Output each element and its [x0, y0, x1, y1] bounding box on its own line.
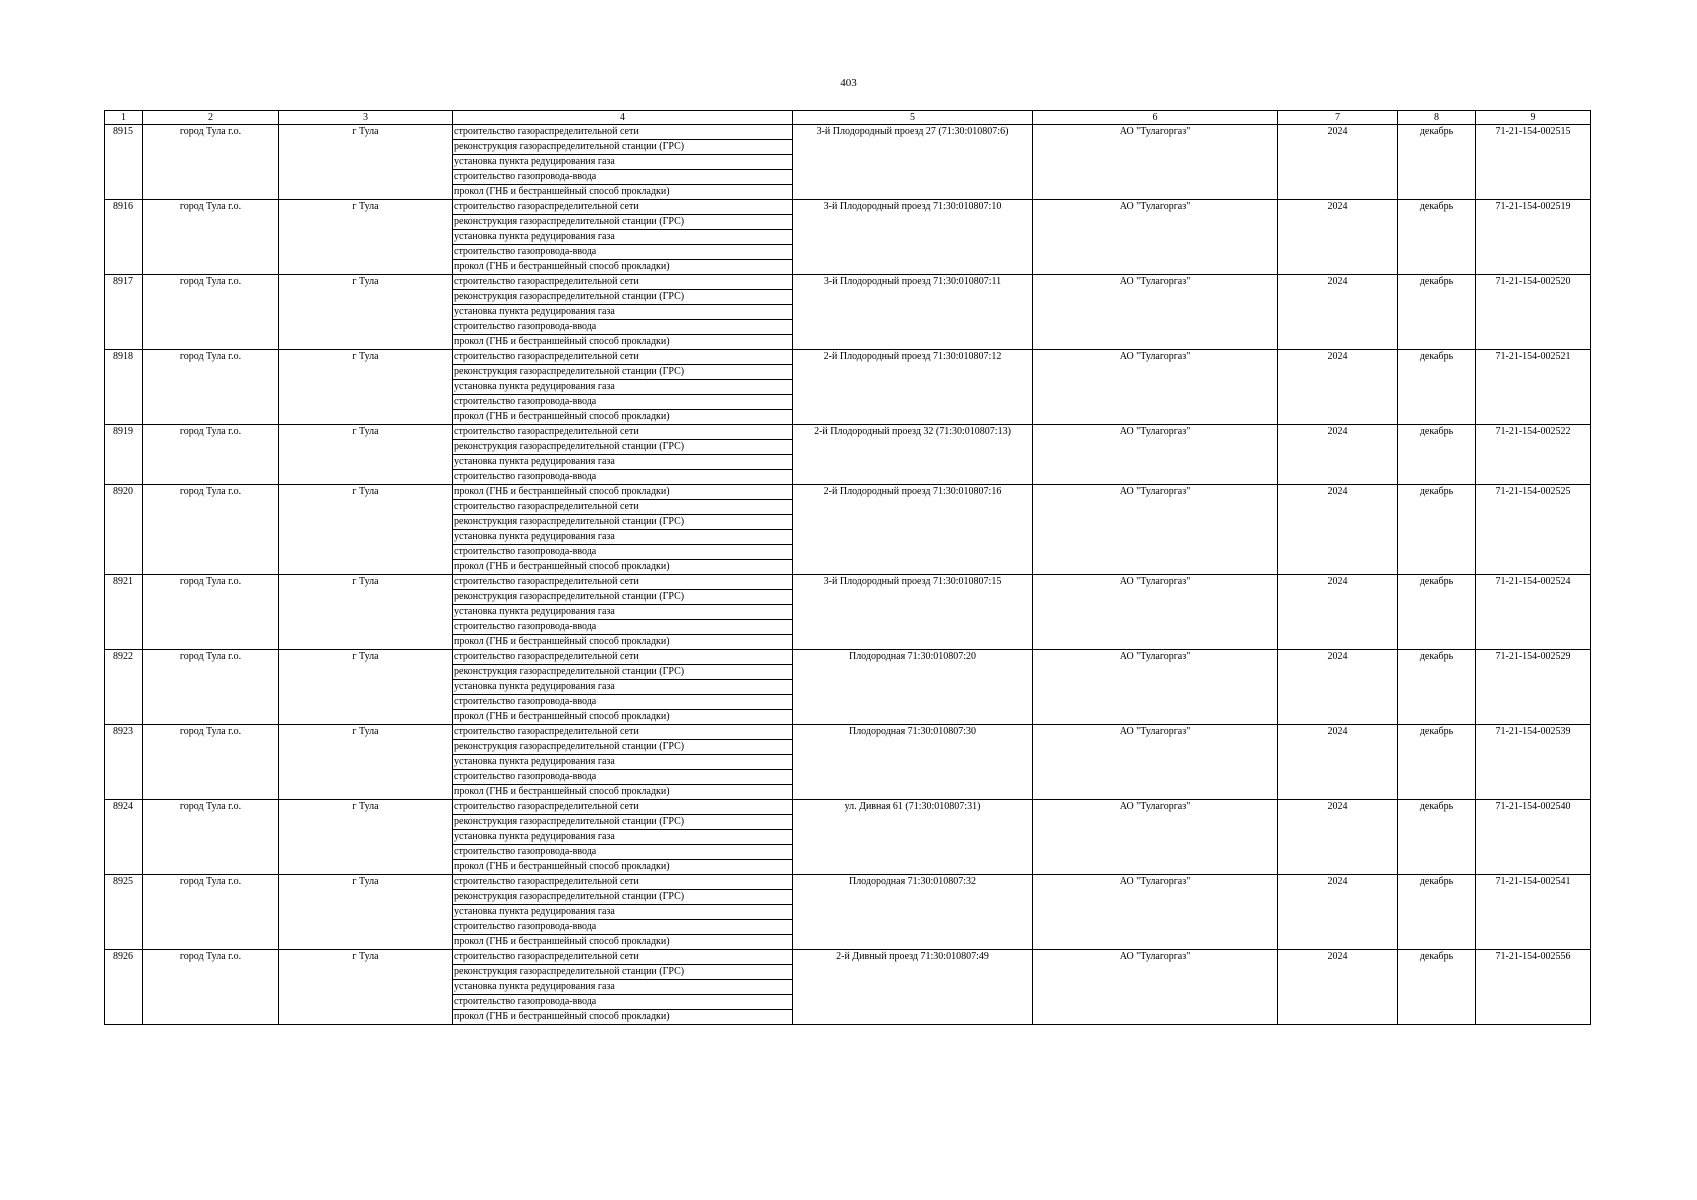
record-code: 71-21-154-002522: [1476, 425, 1591, 485]
record-month: декабрь: [1398, 125, 1476, 200]
record-code: 71-21-154-002520: [1476, 275, 1591, 350]
record-year: 2024: [1278, 650, 1398, 725]
record-work-item: строительство газораспределительной сети: [453, 125, 793, 140]
record-month: декабрь: [1398, 650, 1476, 725]
record-work-item: строительство газопровода-ввода: [453, 545, 793, 560]
record-work-item: строительство газопровода-ввода: [453, 920, 793, 935]
record-work-item: прокол (ГНБ и бестраншейный способ прокладки): [453, 485, 793, 500]
record-row: [105, 275, 1591, 290]
record-municipality: город Тула г.о.: [143, 800, 279, 875]
record-organization: АО "Тулагоргаз": [1033, 950, 1278, 1025]
record-work-item: строительство газораспределительной сети: [453, 725, 793, 740]
record-row: [105, 575, 1591, 590]
record-organization: АО "Тулагоргаз": [1033, 875, 1278, 950]
record-row: [105, 125, 1591, 140]
record-year: 2024: [1278, 875, 1398, 950]
record-work-item: строительство газопровода-ввода: [453, 695, 793, 710]
record-row: [105, 650, 1591, 665]
header-cell-2: 2: [143, 111, 279, 125]
record-organization: АО "Тулагоргаз": [1033, 575, 1278, 650]
record-work-item: строительство газопровода-ввода: [453, 170, 793, 185]
record-year: 2024: [1278, 575, 1398, 650]
header-cell-9: 9: [1476, 111, 1591, 125]
record-work-item: установка пункта редуцирования газа: [453, 530, 793, 545]
record-locality: г Тула: [279, 125, 453, 200]
record-address: Плодородная 71:30:010807:20: [793, 650, 1033, 725]
record-locality: г Тула: [279, 800, 453, 875]
record-municipality: город Тула г.о.: [143, 650, 279, 725]
record-work-item: строительство газораспределительной сети: [453, 275, 793, 290]
record-address: 2-й Плодородный проезд 71:30:010807:16: [793, 485, 1033, 575]
record-work-item: установка пункта редуцирования газа: [453, 905, 793, 920]
header-cell-6: 6: [1033, 111, 1278, 125]
record-month: декабрь: [1398, 575, 1476, 650]
record-row: [105, 800, 1591, 815]
record-code: 71-21-154-002540: [1476, 800, 1591, 875]
record-year: 2024: [1278, 800, 1398, 875]
record-municipality: город Тула г.о.: [143, 950, 279, 1025]
record-municipality: город Тула г.о.: [143, 425, 279, 485]
record-work-item: реконструкция газораспределительной станции (ГРС): [453, 515, 793, 530]
record-work-item: установка пункта редуцирования газа: [453, 680, 793, 695]
record-month: декабрь: [1398, 800, 1476, 875]
record-work-item: реконструкция газораспределительной станции (ГРС): [453, 140, 793, 155]
header-cell-5: 5: [793, 111, 1033, 125]
record-organization: АО "Тулагоргаз": [1033, 725, 1278, 800]
record-month: декабрь: [1398, 275, 1476, 350]
record-month: декабрь: [1398, 425, 1476, 485]
record-code: 71-21-154-002541: [1476, 875, 1591, 950]
record-number: 8925: [105, 875, 143, 950]
record-municipality: город Тула г.о.: [143, 125, 279, 200]
record-code: 71-21-154-002524: [1476, 575, 1591, 650]
record-row: [105, 950, 1591, 965]
record-work-item: установка пункта редуцирования газа: [453, 380, 793, 395]
record-work-item: реконструкция газораспределительной станции (ГРС): [453, 665, 793, 680]
record-organization: АО "Тулагоргаз": [1033, 485, 1278, 575]
record-address: 3-й Плодородный проезд 71:30:010807:10: [793, 200, 1033, 275]
record-work-item: прокол (ГНБ и бестраншейный способ прокладки): [453, 785, 793, 800]
record-row: [105, 200, 1591, 215]
header-cell-4: 4: [453, 111, 793, 125]
record-row: [105, 725, 1591, 740]
record-locality: г Тула: [279, 485, 453, 575]
record-locality: г Тула: [279, 425, 453, 485]
record-municipality: город Тула г.о.: [143, 350, 279, 425]
record-locality: г Тула: [279, 275, 453, 350]
record-month: декабрь: [1398, 950, 1476, 1025]
record-municipality: город Тула г.о.: [143, 725, 279, 800]
header-cell-7: 7: [1278, 111, 1398, 125]
record-code: 71-21-154-002539: [1476, 725, 1591, 800]
record-work-item: реконструкция газораспределительной станции (ГРС): [453, 815, 793, 830]
record-work-item: прокол (ГНБ и бестраншейный способ прокладки): [453, 335, 793, 350]
record-month: декабрь: [1398, 875, 1476, 950]
record-work-item: строительство газораспределительной сети: [453, 350, 793, 365]
record-work-item: установка пункта редуцирования газа: [453, 605, 793, 620]
record-number: 8921: [105, 575, 143, 650]
record-locality: г Тула: [279, 950, 453, 1025]
header-row: [105, 111, 1591, 125]
record-number: 8918: [105, 350, 143, 425]
record-address: ул. Дивная 61 (71:30:010807:31): [793, 800, 1033, 875]
record-organization: АО "Тулагоргаз": [1033, 125, 1278, 200]
record-work-item: прокол (ГНБ и бестраншейный способ прокладки): [453, 710, 793, 725]
record-work-item: строительство газораспределительной сети: [453, 500, 793, 515]
record-row: [105, 350, 1591, 365]
record-work-item: реконструкция газораспределительной станции (ГРС): [453, 440, 793, 455]
header-cell-8: 8: [1398, 111, 1476, 125]
record-year: 2024: [1278, 425, 1398, 485]
record-month: декабрь: [1398, 725, 1476, 800]
record-number: 8920: [105, 485, 143, 575]
record-organization: АО "Тулагоргаз": [1033, 350, 1278, 425]
record-organization: АО "Тулагоргаз": [1033, 425, 1278, 485]
record-code: 71-21-154-002515: [1476, 125, 1591, 200]
header-cell-3: 3: [279, 111, 453, 125]
record-code: 71-21-154-002525: [1476, 485, 1591, 575]
record-work-item: прокол (ГНБ и бестраншейный способ прокладки): [453, 860, 793, 875]
record-year: 2024: [1278, 200, 1398, 275]
record-work-item: установка пункта редуцирования газа: [453, 755, 793, 770]
record-work-item: реконструкция газораспределительной станции (ГРС): [453, 740, 793, 755]
record-work-item: строительство газораспределительной сети: [453, 950, 793, 965]
record-address: 3-й Плодородный проезд 27 (71:30:010807:6): [793, 125, 1033, 200]
record-address: 2-й Дивный проезд 71:30:010807:49: [793, 950, 1033, 1025]
record-work-item: строительство газопровода-ввода: [453, 995, 793, 1010]
record-work-item: прокол (ГНБ и бестраншейный способ прокладки): [453, 185, 793, 200]
record-locality: г Тула: [279, 875, 453, 950]
record-municipality: город Тула г.о.: [143, 575, 279, 650]
record-number: 8916: [105, 200, 143, 275]
record-year: 2024: [1278, 125, 1398, 200]
record-number: 8922: [105, 650, 143, 725]
record-work-item: установка пункта редуцирования газа: [453, 305, 793, 320]
record-code: 71-21-154-002519: [1476, 200, 1591, 275]
record-locality: г Тула: [279, 650, 453, 725]
record-work-item: прокол (ГНБ и бестраншейный способ прокладки): [453, 935, 793, 950]
record-locality: г Тула: [279, 725, 453, 800]
record-work-item: строительство газораспределительной сети: [453, 800, 793, 815]
record-year: 2024: [1278, 275, 1398, 350]
record-year: 2024: [1278, 950, 1398, 1025]
header-cell-1: 1: [105, 111, 143, 125]
record-municipality: город Тула г.о.: [143, 275, 279, 350]
record-row: [105, 875, 1591, 890]
record-organization: АО "Тулагоргаз": [1033, 650, 1278, 725]
record-number: 8917: [105, 275, 143, 350]
record-code: 71-21-154-002521: [1476, 350, 1591, 425]
registry-table-body: [105, 111, 1591, 1025]
record-work-item: строительство газопровода-ввода: [453, 395, 793, 410]
record-work-item: прокол (ГНБ и бестраншейный способ прокладки): [453, 260, 793, 275]
record-locality: г Тула: [279, 575, 453, 650]
record-number: 8923: [105, 725, 143, 800]
record-work-item: прокол (ГНБ и бестраншейный способ прокладки): [453, 560, 793, 575]
record-address: Плодородная 71:30:010807:32: [793, 875, 1033, 950]
record-work-item: строительство газораспределительной сети: [453, 425, 793, 440]
record-organization: АО "Тулагоргаз": [1033, 800, 1278, 875]
record-work-item: реконструкция газораспределительной станции (ГРС): [453, 965, 793, 980]
record-code: 71-21-154-002529: [1476, 650, 1591, 725]
record-address: 3-й Плодородный проезд 71:30:010807:11: [793, 275, 1033, 350]
record-work-item: реконструкция газораспределительной станции (ГРС): [453, 215, 793, 230]
record-work-item: строительство газопровода-ввода: [453, 620, 793, 635]
record-work-item: реконструкция газораспределительной станции (ГРС): [453, 890, 793, 905]
record-work-item: прокол (ГНБ и бестраншейный способ прокладки): [453, 635, 793, 650]
record-work-item: прокол (ГНБ и бестраншейный способ прокладки): [453, 1010, 793, 1025]
record-organization: АО "Тулагоргаз": [1033, 275, 1278, 350]
record-address: 2-й Плодородный проезд 32 (71:30:010807:13): [793, 425, 1033, 485]
record-work-item: строительство газопровода-ввода: [453, 320, 793, 335]
record-municipality: город Тула г.о.: [143, 875, 279, 950]
record-address: 3-й Плодородный проезд 71:30:010807:15: [793, 575, 1033, 650]
record-month: декабрь: [1398, 485, 1476, 575]
record-work-item: строительство газопровода-ввода: [453, 245, 793, 260]
record-work-item: установка пункта редуцирования газа: [453, 980, 793, 995]
record-organization: АО "Тулагоргаз": [1033, 200, 1278, 275]
record-work-item: установка пункта редуцирования газа: [453, 155, 793, 170]
page-number: 403: [840, 77, 857, 89]
record-row: [105, 425, 1591, 440]
registry-table: [104, 110, 1591, 1025]
record-code: 71-21-154-002556: [1476, 950, 1591, 1025]
record-work-item: реконструкция газораспределительной станции (ГРС): [453, 365, 793, 380]
record-work-item: реконструкция газораспределительной станции (ГРС): [453, 290, 793, 305]
record-work-item: строительство газораспределительной сети: [453, 575, 793, 590]
record-work-item: строительство газопровода-ввода: [453, 845, 793, 860]
record-number: 8915: [105, 125, 143, 200]
record-work-item: строительство газораспределительной сети: [453, 200, 793, 215]
record-work-item: установка пункта редуцирования газа: [453, 830, 793, 845]
record-number: 8924: [105, 800, 143, 875]
record-work-item: строительство газопровода-ввода: [453, 770, 793, 785]
record-work-item: установка пункта редуцирования газа: [453, 230, 793, 245]
record-row: [105, 485, 1591, 500]
record-address: 2-й Плодородный проезд 71:30:010807:12: [793, 350, 1033, 425]
record-work-item: строительство газораспределительной сети: [453, 875, 793, 890]
record-municipality: город Тула г.о.: [143, 485, 279, 575]
record-month: декабрь: [1398, 350, 1476, 425]
record-work-item: строительство газопровода-ввода: [453, 470, 793, 485]
record-work-item: прокол (ГНБ и бестраншейный способ прокладки): [453, 410, 793, 425]
record-locality: г Тула: [279, 200, 453, 275]
record-municipality: город Тула г.о.: [143, 200, 279, 275]
record-work-item: реконструкция газораспределительной станции (ГРС): [453, 590, 793, 605]
record-work-item: строительство газораспределительной сети: [453, 650, 793, 665]
record-month: декабрь: [1398, 200, 1476, 275]
record-year: 2024: [1278, 350, 1398, 425]
record-locality: г Тула: [279, 350, 453, 425]
record-number: 8919: [105, 425, 143, 485]
record-number: 8926: [105, 950, 143, 1025]
record-year: 2024: [1278, 725, 1398, 800]
record-work-item: установка пункта редуцирования газа: [453, 455, 793, 470]
record-address: Плодородная 71:30:010807:30: [793, 725, 1033, 800]
record-year: 2024: [1278, 485, 1398, 575]
